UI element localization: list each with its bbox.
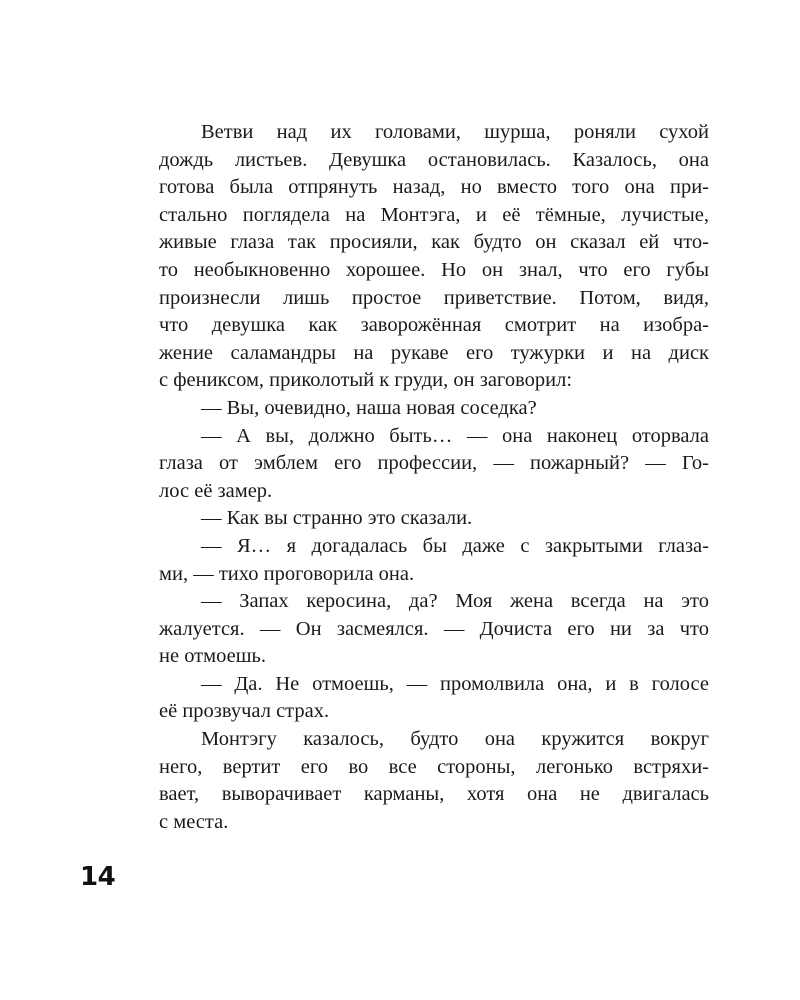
text-line: — Я… я догадалась бы даже с закрытыми глаза- <box>201 534 709 557</box>
text-line: — Запах керосина, да? Моя жена всегда на это <box>201 590 709 613</box>
paragraph <box>159 671 709 726</box>
page-number: 14 <box>80 862 116 892</box>
text-line: лос её замер. <box>159 479 273 502</box>
paragraph <box>159 395 709 423</box>
text-line: готова была отпрянуть назад, но вместо того она при- <box>159 176 709 199</box>
text-line: то необыкновенно хорошее. Но он знал, что его губы <box>159 258 709 281</box>
text-line: что девушка как заворожённая смотрит на изобра- <box>159 314 709 337</box>
text-line: него, вертит его во все стороны, легонько встряхи- <box>159 755 709 778</box>
text-line: живые глаза так просияли, как будто он сказал ей что- <box>159 231 709 254</box>
paragraph <box>159 533 709 588</box>
text-line: её прозвучал страх. <box>159 700 330 723</box>
text-line: Монтэгу казалось, будто она кружится вокруг <box>201 728 709 751</box>
text-line: дождь листьев. Девушка остановилась. Казалось, она <box>159 148 709 171</box>
text-line: произнесли лишь простое приветствие. Потом, видя, <box>159 286 709 309</box>
text-line: с места. <box>159 810 229 833</box>
paragraph <box>159 505 709 533</box>
text-line: жение саламандры на рукаве его тужурки и на диск <box>159 341 709 364</box>
text-line: глаза от эмблем его профессии, — пожарный? — Го- <box>159 452 709 475</box>
text-line: — Вы, очевидно, наша новая соседка? <box>201 396 537 419</box>
text-line: стально поглядела на Монтэга, и её тёмные, лучистые, <box>159 203 709 226</box>
paragraph <box>159 588 709 671</box>
text-line: жалуется. — Он засмеялся. — Дочиста его ни за что <box>159 617 709 640</box>
text-line: ми, — тихо проговорила она. <box>159 562 415 585</box>
text-line: не отмоешь. <box>159 645 266 668</box>
text-line: — Как вы странно это сказали. <box>201 507 473 530</box>
body-text <box>159 119 709 836</box>
text-line: — А вы, должно быть… — она наконец оторвала <box>201 424 709 447</box>
paragraph <box>159 726 709 836</box>
text-line: вает, выворачивает карманы, хотя она не двигалась <box>159 783 709 806</box>
text-line: — Да. Не отмоешь, — промолвила она, и в голосе <box>201 672 709 695</box>
paragraph <box>159 119 709 395</box>
text-line: с фениксом, приколотый к груди, он заговорил: <box>159 369 573 392</box>
text-line: Ветви над их головами, шурша, роняли сухой <box>201 121 709 143</box>
paragraph <box>159 423 709 506</box>
